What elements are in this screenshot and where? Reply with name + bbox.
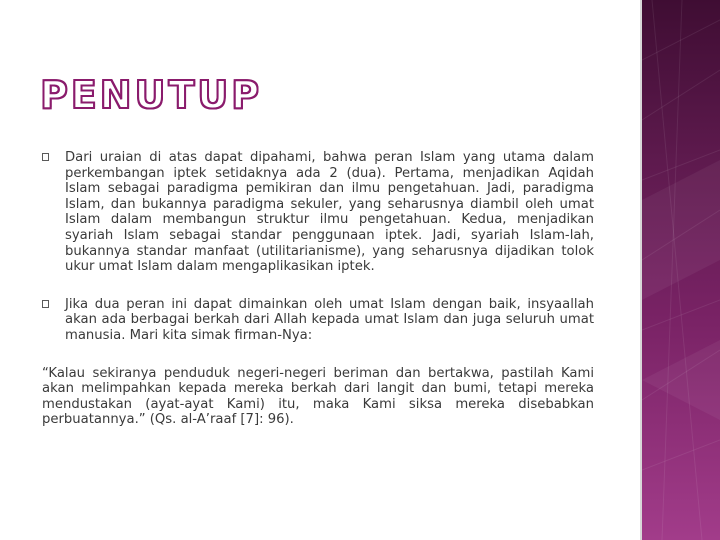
decorative-sidebar: [642, 0, 720, 540]
bullet-text: Dari uraian di atas dapat dipahami, bahwa peran Islam yang utama dalam perkembangan iptek setidaknya ada 2 (dua). Pertama, menjadikan Aqidah Islam sebagai paradigma pemikiran dan ilmu pengetahuan. Jadi, paradigma Islam, dan bukannya paradigma sekuler, yang seharusnya diambil oleh umat Islam dalam membangun struktur ilmu pengetahuan. Kedua, menjadikan syariah Islam sebagai standar penggunaan iptek. Jadi, syariah Islam-lah, bukannya standar manfaat (utilitarianisme), yang seharusnya dijadikan tolok ukur umat Islam dalam mengaplikasikan iptek.: [65, 150, 594, 275]
slide-content: [42, 150, 594, 428]
sidebar-pattern-icon: [642, 0, 720, 540]
bullet-text: Jika dua peran ini dapat dimainkan oleh umat Islam dengan baik, insyaallah akan ada berbagai berkah dari Allah kepada umat Islam dan juga seluruh umat manusia. Mari kita simak firman-Nya:: [65, 296, 594, 343]
quran-quote: “Kalau sekiranya penduduk negeri-negeri beriman dan bertakwa, pastilah Kami akan melimpahkan kepada mereka berkah dari langit dan bumi, tetapi mereka mendustakan (ayat-ayat Kami) itu, maka Kami siksa mereka disebabkan perbuatannya.” (Qs. al-A’raaf [7]: 96).: [42, 365, 594, 428]
bullet-item-2: [42, 297, 594, 344]
slide-title: PENUTUP: [40, 73, 263, 117]
square-bullet-icon: [42, 153, 49, 161]
bullet-item-1: [42, 150, 594, 275]
square-bullet-icon: [42, 300, 49, 308]
